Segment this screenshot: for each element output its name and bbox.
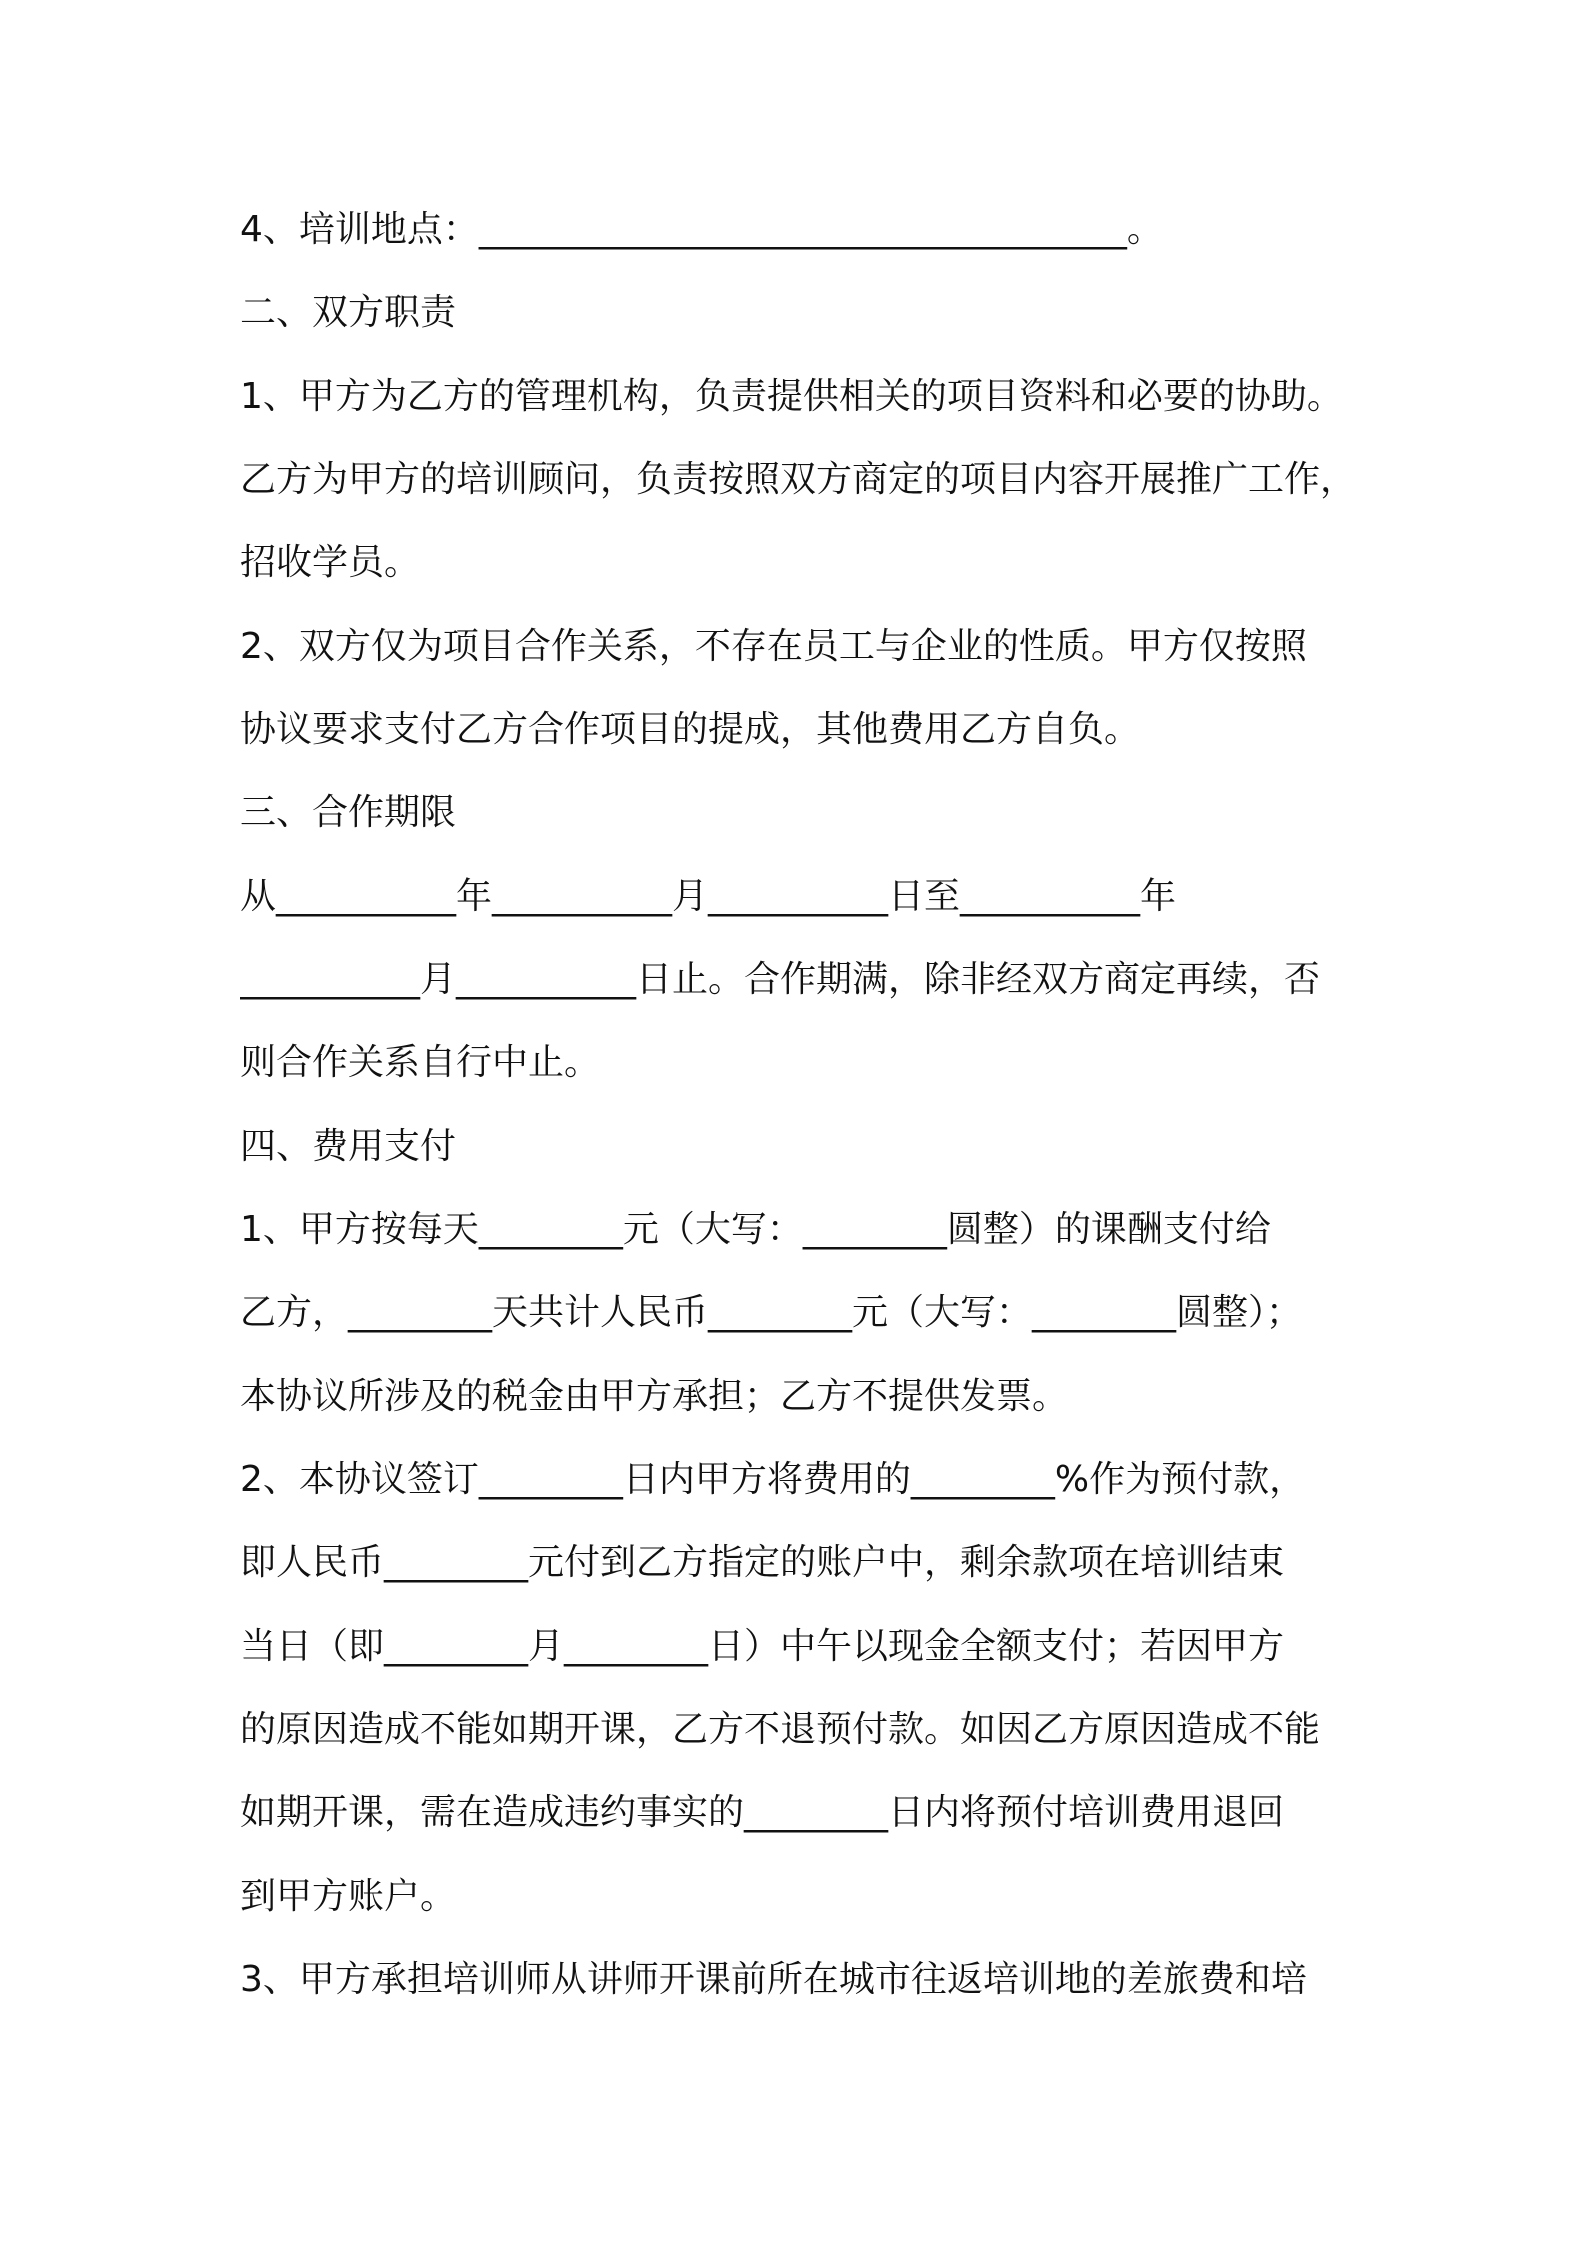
paragraph-line: 2、本协议签订________日内甲方将费用的________%作为预付款， xyxy=(240,1459,1306,1500)
section-heading-term: 三、合作期限 xyxy=(240,792,457,833)
paragraph-line: 的原因造成不能如期开课，乙方不退预付款。如因乙方原因造成不能 xyxy=(240,1709,1321,1750)
paragraph-line: __________月__________日止。合作期满，除非经双方商定再续，否 xyxy=(240,959,1321,1000)
section-heading-payment: 四、费用支付 xyxy=(240,1126,457,1167)
paragraph-line: 1、甲方按每天________元（大写：________圆整）的课酬支付给 xyxy=(240,1209,1271,1250)
paragraph-line: 乙方为甲方的培训顾问，负责按照双方商定的项目内容开展推广工作， xyxy=(240,459,1357,500)
paragraph-line: 从__________年__________月__________日至__________年 xyxy=(240,876,1176,917)
paragraph-line: 则合作关系自行中止。 xyxy=(240,1042,601,1083)
paragraph-line: 当日（即________月________日）中午以现金全额支付；若因甲方 xyxy=(240,1626,1285,1667)
paragraph-line: 如期开课，需在造成违约事实的________日内将预付培训费用退回 xyxy=(240,1792,1285,1833)
paragraph-line: 本协议所涉及的税金由甲方承担；乙方不提供发票。 xyxy=(240,1376,1069,1417)
paragraph-line: 2、双方仅为项目合作关系，不存在员工与企业的性质。甲方仅按照 xyxy=(240,626,1307,667)
paragraph-line: 招收学员。 xyxy=(240,542,421,583)
paragraph-line: 到甲方账户。 xyxy=(240,1876,457,1917)
training-location-line: 4、培训地点：____________________________________。 xyxy=(240,209,1163,250)
paragraph-line: 协议要求支付乙方合作项目的提成，其他费用乙方自负。 xyxy=(240,709,1141,750)
paragraph-line: 3、甲方承担培训师从讲师开课前所在城市往返培训地的差旅费和培 xyxy=(240,1959,1307,2000)
section-heading-responsibilities: 二、双方职责 xyxy=(240,292,457,333)
paragraph-line: 即人民币________元付到乙方指定的账户中，剩余款项在培训结束 xyxy=(240,1542,1285,1583)
paragraph-line: 乙方，________天共计人民币________元（大写：________圆整）； xyxy=(240,1292,1303,1333)
paragraph-line: 1、甲方为乙方的管理机构，负责提供相关的项目资料和必要的协助。 xyxy=(240,376,1343,417)
